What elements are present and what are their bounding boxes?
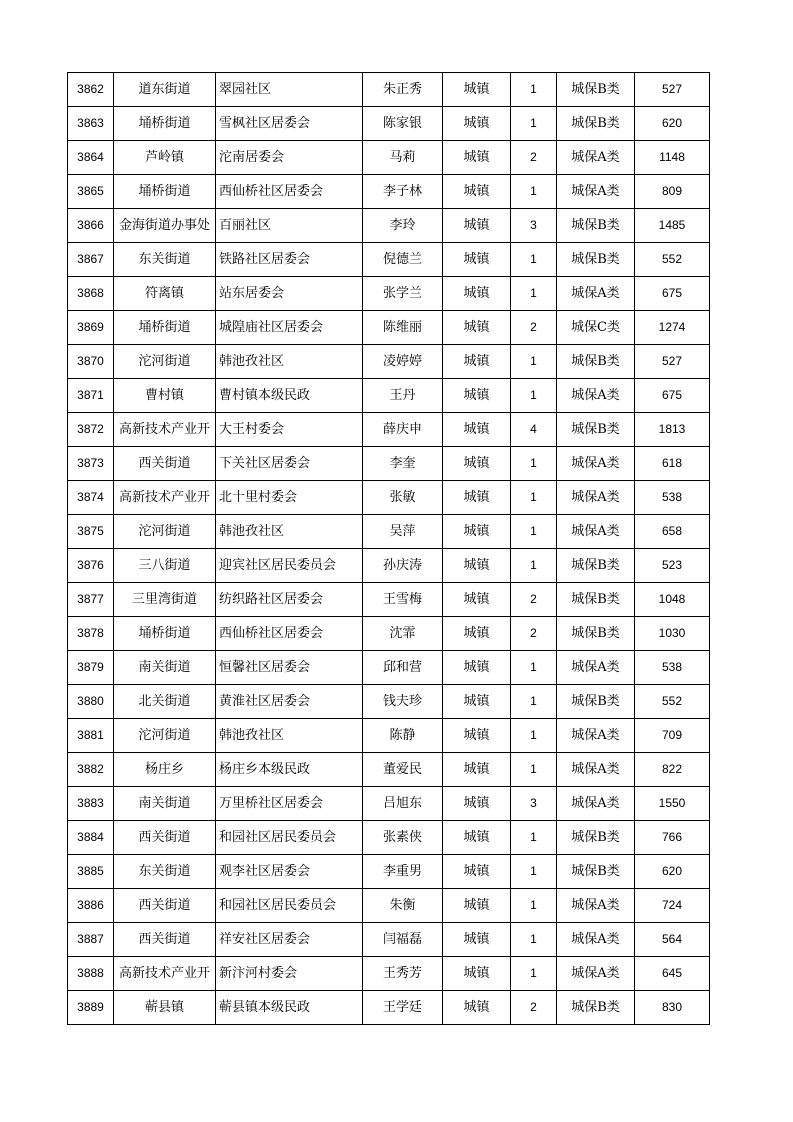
- cell-street: 蕲县镇: [114, 991, 216, 1025]
- cell-street: 埇桥街道: [114, 107, 216, 141]
- cell-community: 祥安社区居委会: [216, 923, 363, 957]
- cell-street: 曹村镇: [114, 379, 216, 413]
- cell-community: 韩池孜社区: [216, 719, 363, 753]
- cell-assistance-category: 城保A类: [557, 447, 635, 481]
- cell-assistance-category: 城保A类: [557, 379, 635, 413]
- cell-person-name: 李重男: [363, 855, 443, 889]
- cell-assistance-category: 城保B类: [557, 991, 635, 1025]
- cell-serial-number: 3868: [68, 277, 114, 311]
- cell-community: 和园社区居民委员会: [216, 889, 363, 923]
- cell-person-name: 李奎: [363, 447, 443, 481]
- cell-street: 南关街道: [114, 787, 216, 821]
- cell-amount: 620: [635, 855, 710, 889]
- cell-assistance-category: 城保B类: [557, 73, 635, 107]
- cell-area-type: 城镇: [443, 277, 511, 311]
- cell-person-name: 陈静: [363, 719, 443, 753]
- table-row: [68, 73, 710, 107]
- cell-amount: 822: [635, 753, 710, 787]
- cell-household-count: 1: [511, 515, 557, 549]
- cell-area-type: 城镇: [443, 549, 511, 583]
- cell-street: 沱河街道: [114, 345, 216, 379]
- cell-community: 新汴河村委会: [216, 957, 363, 991]
- cell-area-type: 城镇: [443, 175, 511, 209]
- cell-assistance-category: 城保B类: [557, 209, 635, 243]
- cell-community: 和园社区居民委员会: [216, 821, 363, 855]
- table-body: [68, 73, 710, 1025]
- cell-household-count: 1: [511, 345, 557, 379]
- cell-household-count: 3: [511, 787, 557, 821]
- cell-area-type: 城镇: [443, 107, 511, 141]
- cell-amount: 523: [635, 549, 710, 583]
- cell-area-type: 城镇: [443, 889, 511, 923]
- cell-household-count: 1: [511, 481, 557, 515]
- table-row: [68, 311, 710, 345]
- cell-person-name: 朱正秀: [363, 73, 443, 107]
- cell-person-name: 李玲: [363, 209, 443, 243]
- table-row: [68, 379, 710, 413]
- cell-household-count: 2: [511, 141, 557, 175]
- cell-street: 沱河街道: [114, 719, 216, 753]
- table-row: [68, 787, 710, 821]
- cell-assistance-category: 城保A类: [557, 277, 635, 311]
- cell-amount: 1148: [635, 141, 710, 175]
- table-row: [68, 413, 710, 447]
- cell-street: 高新技术产业开: [114, 413, 216, 447]
- cell-community: 韩池孜社区: [216, 515, 363, 549]
- cell-person-name: 孙庆涛: [363, 549, 443, 583]
- cell-street: 沱河街道: [114, 515, 216, 549]
- cell-serial-number: 3883: [68, 787, 114, 821]
- cell-area-type: 城镇: [443, 243, 511, 277]
- cell-household-count: 1: [511, 73, 557, 107]
- cell-person-name: 钱夫珍: [363, 685, 443, 719]
- cell-serial-number: 3862: [68, 73, 114, 107]
- cell-assistance-category: 城保C类: [557, 311, 635, 345]
- cell-serial-number: 3887: [68, 923, 114, 957]
- cell-community: 观李社区居委会: [216, 855, 363, 889]
- cell-household-count: 2: [511, 311, 557, 345]
- cell-person-name: 闫福磊: [363, 923, 443, 957]
- cell-community: 纺织路社区居委会: [216, 583, 363, 617]
- cell-serial-number: 3864: [68, 141, 114, 175]
- cell-serial-number: 3876: [68, 549, 114, 583]
- cell-assistance-category: 城保A类: [557, 481, 635, 515]
- cell-area-type: 城镇: [443, 413, 511, 447]
- cell-area-type: 城镇: [443, 583, 511, 617]
- cell-community: 雪枫社区居委会: [216, 107, 363, 141]
- cell-household-count: 1: [511, 753, 557, 787]
- cell-household-count: 2: [511, 991, 557, 1025]
- cell-person-name: 吴萍: [363, 515, 443, 549]
- cell-area-type: 城镇: [443, 821, 511, 855]
- cell-street: 南关街道: [114, 651, 216, 685]
- cell-street: 杨庄乡: [114, 753, 216, 787]
- cell-community: 翠园社区: [216, 73, 363, 107]
- cell-community: 下关社区居委会: [216, 447, 363, 481]
- cell-serial-number: 3871: [68, 379, 114, 413]
- cell-amount: 538: [635, 481, 710, 515]
- cell-household-count: 1: [511, 855, 557, 889]
- cell-person-name: 李子林: [363, 175, 443, 209]
- cell-community: 杨庄乡本级民政: [216, 753, 363, 787]
- cell-serial-number: 3866: [68, 209, 114, 243]
- cell-person-name: 邱和营: [363, 651, 443, 685]
- cell-assistance-category: 城保A类: [557, 175, 635, 209]
- cell-amount: 552: [635, 243, 710, 277]
- cell-serial-number: 3882: [68, 753, 114, 787]
- cell-area-type: 城镇: [443, 923, 511, 957]
- cell-area-type: 城镇: [443, 379, 511, 413]
- cell-household-count: 1: [511, 719, 557, 753]
- cell-area-type: 城镇: [443, 991, 511, 1025]
- cell-household-count: 1: [511, 821, 557, 855]
- cell-area-type: 城镇: [443, 651, 511, 685]
- cell-area-type: 城镇: [443, 209, 511, 243]
- cell-assistance-category: 城保B类: [557, 855, 635, 889]
- cell-serial-number: 3869: [68, 311, 114, 345]
- cell-serial-number: 3863: [68, 107, 114, 141]
- cell-amount: 675: [635, 277, 710, 311]
- cell-serial-number: 3877: [68, 583, 114, 617]
- cell-assistance-category: 城保B类: [557, 617, 635, 651]
- cell-serial-number: 3870: [68, 345, 114, 379]
- cell-person-name: 张素侠: [363, 821, 443, 855]
- cell-community: 迎宾社区居民委员会: [216, 549, 363, 583]
- cell-community: 城隍庙社区居委会: [216, 311, 363, 345]
- cell-community: 北十里村委会: [216, 481, 363, 515]
- cell-amount: 1048: [635, 583, 710, 617]
- cell-household-count: 1: [511, 923, 557, 957]
- table-row: [68, 753, 710, 787]
- cell-household-count: 1: [511, 379, 557, 413]
- cell-community: 西仙桥社区居委会: [216, 617, 363, 651]
- cell-area-type: 城镇: [443, 787, 511, 821]
- cell-assistance-category: 城保B类: [557, 583, 635, 617]
- table-row: [68, 107, 710, 141]
- cell-street: 三八街道: [114, 549, 216, 583]
- cell-street: 三里湾街道: [114, 583, 216, 617]
- cell-household-count: 2: [511, 583, 557, 617]
- cell-household-count: 1: [511, 651, 557, 685]
- cell-serial-number: 3879: [68, 651, 114, 685]
- cell-serial-number: 3880: [68, 685, 114, 719]
- cell-serial-number: 3886: [68, 889, 114, 923]
- cell-street: 金海街道办事处: [114, 209, 216, 243]
- table-row: [68, 447, 710, 481]
- cell-person-name: 王丹: [363, 379, 443, 413]
- cell-assistance-category: 城保A类: [557, 515, 635, 549]
- cell-area-type: 城镇: [443, 447, 511, 481]
- cell-amount: 1030: [635, 617, 710, 651]
- cell-street: 埇桥街道: [114, 175, 216, 209]
- table-row: [68, 889, 710, 923]
- cell-household-count: 1: [511, 685, 557, 719]
- table-row: [68, 515, 710, 549]
- cell-serial-number: 3875: [68, 515, 114, 549]
- cell-street: 东关街道: [114, 243, 216, 277]
- cell-community: 百丽社区: [216, 209, 363, 243]
- cell-amount: 675: [635, 379, 710, 413]
- cell-area-type: 城镇: [443, 855, 511, 889]
- table-row: [68, 243, 710, 277]
- cell-amount: 1550: [635, 787, 710, 821]
- cell-community: 大王村委会: [216, 413, 363, 447]
- cell-amount: 1813: [635, 413, 710, 447]
- cell-area-type: 城镇: [443, 311, 511, 345]
- cell-assistance-category: 城保A类: [557, 923, 635, 957]
- table-row: [68, 481, 710, 515]
- cell-serial-number: 3889: [68, 991, 114, 1025]
- table-row: [68, 855, 710, 889]
- cell-street: 西关街道: [114, 889, 216, 923]
- cell-amount: 645: [635, 957, 710, 991]
- cell-household-count: 1: [511, 107, 557, 141]
- cell-person-name: 王雪梅: [363, 583, 443, 617]
- table-row: [68, 617, 710, 651]
- table-row: [68, 719, 710, 753]
- cell-household-count: 1: [511, 243, 557, 277]
- cell-area-type: 城镇: [443, 957, 511, 991]
- cell-assistance-category: 城保B类: [557, 821, 635, 855]
- cell-serial-number: 3881: [68, 719, 114, 753]
- cell-serial-number: 3884: [68, 821, 114, 855]
- cell-assistance-category: 城保B类: [557, 345, 635, 379]
- cell-person-name: 张敏: [363, 481, 443, 515]
- cell-serial-number: 3873: [68, 447, 114, 481]
- cell-person-name: 马莉: [363, 141, 443, 175]
- table-row: [68, 175, 710, 209]
- table-row: [68, 821, 710, 855]
- cell-amount: 1274: [635, 311, 710, 345]
- cell-household-count: 1: [511, 889, 557, 923]
- cell-area-type: 城镇: [443, 719, 511, 753]
- cell-street: 北关街道: [114, 685, 216, 719]
- cell-assistance-category: 城保A类: [557, 787, 635, 821]
- cell-community: 站东居委会: [216, 277, 363, 311]
- cell-serial-number: 3885: [68, 855, 114, 889]
- table-row: [68, 923, 710, 957]
- cell-household-count: 3: [511, 209, 557, 243]
- table-row: [68, 209, 710, 243]
- cell-person-name: 陈家银: [363, 107, 443, 141]
- cell-area-type: 城镇: [443, 617, 511, 651]
- cell-household-count: 2: [511, 617, 557, 651]
- cell-amount: 709: [635, 719, 710, 753]
- cell-assistance-category: 城保A类: [557, 651, 635, 685]
- table-row: [68, 141, 710, 175]
- cell-street: 埇桥街道: [114, 617, 216, 651]
- cell-amount: 618: [635, 447, 710, 481]
- cell-assistance-category: 城保A类: [557, 753, 635, 787]
- cell-amount: 538: [635, 651, 710, 685]
- cell-community: 黄淮社区居委会: [216, 685, 363, 719]
- cell-assistance-category: 城保A类: [557, 719, 635, 753]
- cell-assistance-category: 城保A类: [557, 889, 635, 923]
- cell-serial-number: 3878: [68, 617, 114, 651]
- cell-street: 西关街道: [114, 447, 216, 481]
- cell-street: 高新技术产业开: [114, 957, 216, 991]
- cell-amount: 809: [635, 175, 710, 209]
- table-row: [68, 583, 710, 617]
- cell-area-type: 城镇: [443, 345, 511, 379]
- cell-area-type: 城镇: [443, 73, 511, 107]
- cell-amount: 830: [635, 991, 710, 1025]
- records-table: [67, 72, 710, 1025]
- cell-amount: 658: [635, 515, 710, 549]
- cell-household-count: 1: [511, 447, 557, 481]
- cell-street: 高新技术产业开: [114, 481, 216, 515]
- cell-amount: 552: [635, 685, 710, 719]
- cell-person-name: 吕旭东: [363, 787, 443, 821]
- cell-assistance-category: 城保B类: [557, 413, 635, 447]
- cell-serial-number: 3867: [68, 243, 114, 277]
- cell-household-count: 1: [511, 549, 557, 583]
- cell-household-count: 4: [511, 413, 557, 447]
- table-row: [68, 957, 710, 991]
- cell-street: 东关街道: [114, 855, 216, 889]
- cell-area-type: 城镇: [443, 685, 511, 719]
- cell-assistance-category: 城保A类: [557, 141, 635, 175]
- table-row: [68, 991, 710, 1025]
- cell-serial-number: 3874: [68, 481, 114, 515]
- cell-area-type: 城镇: [443, 515, 511, 549]
- cell-community: 万里桥社区居委会: [216, 787, 363, 821]
- cell-area-type: 城镇: [443, 141, 511, 175]
- cell-person-name: 沈霏: [363, 617, 443, 651]
- cell-community: 曹村镇本级民政: [216, 379, 363, 413]
- cell-amount: 724: [635, 889, 710, 923]
- cell-assistance-category: 城保A类: [557, 957, 635, 991]
- cell-community: 蕲县镇本级民政: [216, 991, 363, 1025]
- cell-community: 铁路社区居委会: [216, 243, 363, 277]
- cell-amount: 1485: [635, 209, 710, 243]
- cell-amount: 564: [635, 923, 710, 957]
- cell-street: 西关街道: [114, 821, 216, 855]
- cell-person-name: 王秀芳: [363, 957, 443, 991]
- cell-area-type: 城镇: [443, 753, 511, 787]
- cell-person-name: 朱衡: [363, 889, 443, 923]
- cell-serial-number: 3872: [68, 413, 114, 447]
- cell-assistance-category: 城保B类: [557, 107, 635, 141]
- cell-amount: 527: [635, 73, 710, 107]
- table-row: [68, 651, 710, 685]
- cell-street: 道东街道: [114, 73, 216, 107]
- cell-community: 韩池孜社区: [216, 345, 363, 379]
- cell-amount: 766: [635, 821, 710, 855]
- cell-household-count: 1: [511, 175, 557, 209]
- cell-assistance-category: 城保B类: [557, 685, 635, 719]
- cell-street: 芦岭镇: [114, 141, 216, 175]
- cell-person-name: 张学兰: [363, 277, 443, 311]
- cell-amount: 620: [635, 107, 710, 141]
- cell-street: 西关街道: [114, 923, 216, 957]
- cell-street: 符离镇: [114, 277, 216, 311]
- cell-street: 埇桥街道: [114, 311, 216, 345]
- cell-community: 恒馨社区居委会: [216, 651, 363, 685]
- cell-household-count: 1: [511, 277, 557, 311]
- cell-assistance-category: 城保B类: [557, 549, 635, 583]
- cell-person-name: 董爱民: [363, 753, 443, 787]
- table-row: [68, 277, 710, 311]
- cell-household-count: 1: [511, 957, 557, 991]
- cell-amount: 527: [635, 345, 710, 379]
- cell-person-name: 王学廷: [363, 991, 443, 1025]
- cell-assistance-category: 城保B类: [557, 243, 635, 277]
- cell-person-name: 陈维丽: [363, 311, 443, 345]
- cell-area-type: 城镇: [443, 481, 511, 515]
- table-row: [68, 685, 710, 719]
- cell-person-name: 倪德兰: [363, 243, 443, 277]
- table-row: [68, 345, 710, 379]
- cell-serial-number: 3888: [68, 957, 114, 991]
- cell-person-name: 凌婷婷: [363, 345, 443, 379]
- table-row: [68, 549, 710, 583]
- cell-person-name: 薛庆申: [363, 413, 443, 447]
- cell-community: 沱南居委会: [216, 141, 363, 175]
- cell-community: 西仙桥社区居委会: [216, 175, 363, 209]
- cell-serial-number: 3865: [68, 175, 114, 209]
